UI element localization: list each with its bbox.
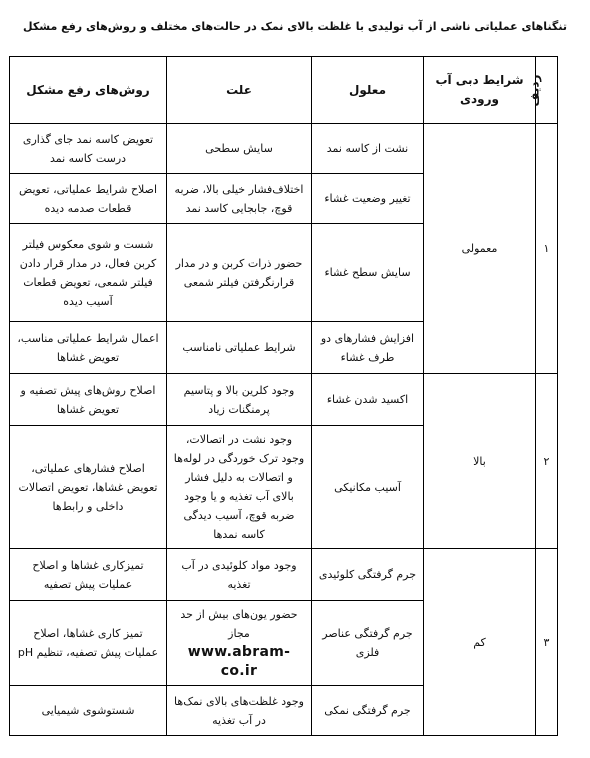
- cause-cell: سایش سطحی: [167, 124, 312, 174]
- solution-cell: تمیز کاری غشاها، اصلاح عملیات پیش تصفیه، تنظیم pH: [10, 601, 167, 686]
- effect-cell: تغییر وضعیت غشاء: [312, 174, 424, 224]
- solution-cell: تمیزکاری غشاها و اصلاح عملیات پیش تصفیه: [10, 549, 167, 601]
- table-row: [10, 549, 558, 601]
- condition-cell: کم: [424, 549, 536, 736]
- cause-cell: [167, 601, 312, 686]
- table-caption: تنگناهای عملیاتی ناشی از آب تولیدی با غلظت بالای نمک در حالت‌های مختلف و روش‌های رفع مشکل: [23, 20, 567, 33]
- solution-cell: شست و شوی معکوس فیلتر کربن فعال، در مدار قرار دادن فیلتر شمعی، تعویض قطعات آسیب دیده: [10, 224, 167, 322]
- effect-cell: جرم گرفتگی کلوئیدی: [312, 549, 424, 601]
- cause-cell: وجود نشت در اتصالات، وجود ترک خوردگی در لوله‌ها و اتصالات به دلیل فشار بالای آب تغذیه و یا وجود ضربه قوچ، آسیب دیدگی کاسه نمدها: [167, 426, 312, 549]
- cause-cell: وجود کلرین بالا و پتاسیم پرمنگنات زیاد: [167, 374, 312, 426]
- cause-cell: وجود غلظت‌های بالای نمک‌ها در آب تغذیه: [167, 686, 312, 736]
- row-number: ۱: [536, 124, 558, 374]
- solution-cell: شستوشوی شیمیایی: [10, 686, 167, 736]
- effect-cell: جرم گرفتگی نمکی: [312, 686, 424, 736]
- row-number: ۳: [536, 549, 558, 736]
- cause-cell: شرایط عملیاتی نامناسب: [167, 322, 312, 374]
- header-condition: شرایط دبی آب ورودی: [424, 57, 536, 124]
- header-cause: علت: [167, 57, 312, 124]
- solution-cell: اصلاح روش‌های پیش تصفیه و تعویض غشاها: [10, 374, 167, 426]
- solution-cell: اعمال شرایط عملیاتی مناسب، تعویض غشاها: [10, 322, 167, 374]
- effect-cell: سایش سطح غشاء: [312, 224, 424, 322]
- condition-cell: بالا: [424, 374, 536, 549]
- header-row-number: ردیف: [536, 57, 558, 124]
- solution-cell: اصلاح فشارهای عملیاتی، تعویض غشاها، تعویض اتصالات داخلی و رابط‌ها: [10, 426, 167, 549]
- troubleshooting-table: [9, 56, 558, 736]
- header-effect: معلول: [312, 57, 424, 124]
- watermark-url: www.abram-co.ir: [187, 644, 291, 679]
- cause-cell: حضور ذرات کربن و در مدار قرارنگرفتن فیلتر شمعی: [167, 224, 312, 322]
- effect-cell: نشت از کاسه نمد: [312, 124, 424, 174]
- cause-cell: وجود مواد کلوئیدی در آب تغذیه: [167, 549, 312, 601]
- effect-cell: آسیب مکانیکی: [312, 426, 424, 549]
- cause-text: حضور یون‌های بیش از حد مجاز: [180, 608, 298, 640]
- table-row: [10, 374, 558, 426]
- row-number: ۲: [536, 374, 558, 549]
- table-row: [10, 124, 558, 174]
- cause-cell: اختلاف‌فشار خیلی بالا، ضربه قوچ، جابجایی کاسد نمد: [167, 174, 312, 224]
- effect-cell: جرم گرفتگی عناصر فلزی: [312, 601, 424, 686]
- condition-cell: معمولی: [424, 124, 536, 374]
- solution-cell: اصلاح شرایط عملیاتی، تعویض قطعات صدمه دیده: [10, 174, 167, 224]
- solution-cell: تعویض کاسه نمد جای گذاری درست کاسه نمد: [10, 124, 167, 174]
- header-row: [10, 57, 558, 124]
- header-solution: روش‌های رفع مشکل: [10, 57, 167, 124]
- effect-cell: اکسید شدن غشاء: [312, 374, 424, 426]
- effect-cell: افزایش فشارهای دو طرف غشاء: [312, 322, 424, 374]
